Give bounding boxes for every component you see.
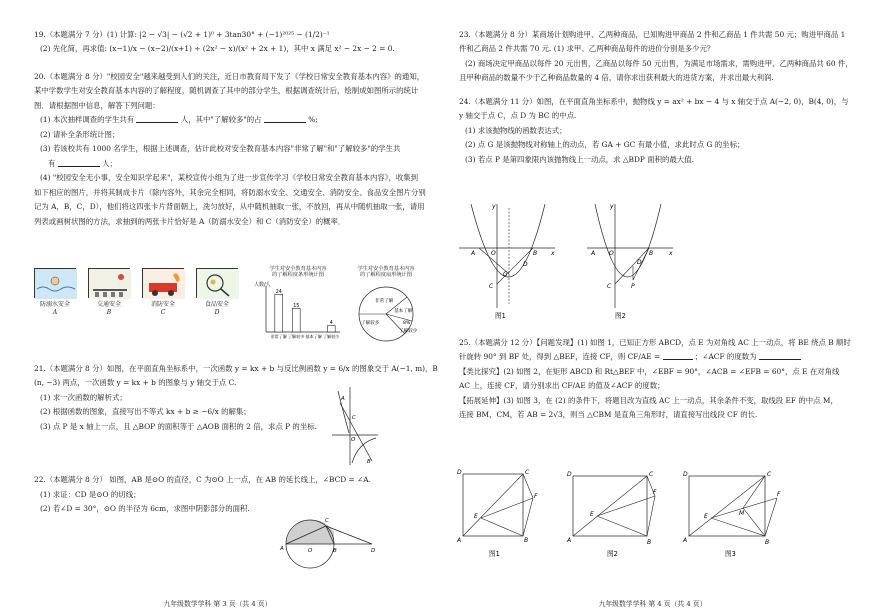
q25-intro-2-text: 针旋转 90° 到 BF 处，得到 △BEF，连接 CF，则 CF/AE = bbox=[459, 352, 661, 362]
svg-text:A: A bbox=[280, 546, 284, 552]
card-traffic-image bbox=[88, 268, 130, 298]
right-column bbox=[459, 30, 859, 173]
svg-text:O: O bbox=[351, 437, 356, 443]
q21-sub3: (3) 点 P 是 x 轴上一点，且 △BOP 的面积等于 △AOB 面积的 2 倍，求点 P 的坐标. bbox=[40, 421, 317, 431]
q24-sub2: (2) 点 G 是该抛物线对称轴上的动点，若 GA + GC 有最小值，求此时点 G 的坐标； bbox=[465, 140, 745, 150]
svg-text:A: A bbox=[457, 537, 462, 544]
svg-text:x: x bbox=[669, 250, 673, 257]
q19-part2: (2) 先化简，再求值: (x−1)/x − (x−2)/(x+1) ÷ (2x² − x)/(x² + 2x + 1)，其中 x 满足 x² − 2x − 2 = 0. bbox=[40, 44, 395, 54]
pie-label-less: 了解较少 bbox=[399, 329, 418, 335]
question-20 bbox=[34, 72, 426, 226]
svg-text:A: A bbox=[341, 396, 345, 402]
q22-figure bbox=[280, 508, 380, 568]
swimmer-icon bbox=[35, 269, 77, 299]
svg-text:B: B bbox=[533, 250, 538, 257]
card-b-label bbox=[85, 301, 133, 316]
svg-text:D: D bbox=[523, 261, 528, 268]
q25-extend-2: 连接 BM，CM，若 AB = 2√3，则当 △CBM 是直角三角形时，请直接写出线段 CF 的长. bbox=[459, 410, 758, 420]
q23-intro-2: 件和乙商品 2 件共需 70 元. (1) 求甲、乙两种商品每件的进价分别是多少元？ bbox=[459, 44, 715, 54]
svg-text:A: A bbox=[471, 250, 476, 257]
svg-text:C: C bbox=[352, 415, 356, 421]
exam-page-4 bbox=[435, 0, 870, 615]
pie-label-more: 了解较多 bbox=[361, 321, 380, 327]
svg-text:B: B bbox=[367, 459, 371, 465]
svg-text:C: C bbox=[649, 471, 654, 478]
q25-figure-1 bbox=[457, 468, 537, 560]
answer-blank[interactable] bbox=[58, 160, 100, 167]
right-column-lower bbox=[459, 338, 859, 429]
q22-intro: 22.（本题满分 8 分） 如图，AB 是⊙O 的直径，C 为⊙O 上一点，在 AB 的延长线上，∠BCD = ∠A. bbox=[34, 475, 371, 485]
svg-text:x: x bbox=[551, 250, 555, 257]
q25-intro-2 bbox=[459, 352, 859, 361]
pie-pct-label: 8% bbox=[403, 321, 411, 327]
page-footer: 九年级数学学科 第 4 页（共 4 页） bbox=[598, 600, 707, 609]
q24-intro-1: 24.（本题满分 11 分）如图，在平面直角坐标系中，抛物线 y = ax² + bx − 4 与 x 轴交于点 A(−2, 0)，B(4, 0)，与 bbox=[459, 96, 849, 106]
pie-label-basic: 基本了解 bbox=[394, 309, 413, 315]
fire-truck-icon bbox=[143, 269, 185, 299]
card-d-label bbox=[193, 301, 241, 316]
svg-text:F: F bbox=[534, 493, 538, 500]
bar-3 bbox=[327, 326, 335, 332]
svg-text:D: D bbox=[371, 548, 376, 554]
card-c-letter: C bbox=[160, 308, 166, 316]
q20-sub4-2: 如下相应的图片，并将其制成卡片（除内容外，其余完全相同，将防溺水安全、交通安全、消防安全、食品安全图片分别 bbox=[34, 187, 426, 197]
q20-sub1 bbox=[34, 115, 426, 124]
svg-text:B: B bbox=[765, 539, 770, 546]
q19-part1: 19.（本题满分 7 分）(1) 计算: |2 − √3| − (√2 + 1)⁰ + 3tan30° + (−1)²⁰²⁵ − (1/2)⁻¹ bbox=[34, 30, 330, 39]
q21-figure bbox=[330, 385, 380, 467]
answer-blank[interactable] bbox=[663, 353, 693, 360]
magnifier-food-icon bbox=[197, 269, 239, 299]
q20-intro-3: 图．请根据图中信息，解答下列问题： bbox=[34, 100, 160, 110]
svg-text:A: A bbox=[567, 537, 572, 544]
bar-ylabel: 人数/人 bbox=[254, 282, 271, 289]
card-b-name: 交通安全 bbox=[96, 301, 121, 308]
svg-text:M: M bbox=[739, 510, 745, 517]
q22-sub2: (2) 若∠D = 30°，⊙O 的半径为 6cm，求图中阴影部分的面积. bbox=[40, 504, 250, 514]
pie-chart-title bbox=[345, 266, 427, 278]
safety-cards bbox=[34, 268, 244, 328]
card-a-name: 防溺水安全 bbox=[39, 301, 70, 308]
q21-sub1: (1) 求一次函数的解析式； bbox=[40, 392, 127, 402]
q25-figure-2 bbox=[567, 468, 659, 560]
q22-sub1: (1) 求证：CD 是⊙O 的切线； bbox=[40, 489, 141, 499]
hyperbola-branch bbox=[352, 438, 376, 463]
bar-category-label: 基本了解 bbox=[305, 334, 323, 340]
q25-analog-2: AC 上，连接 CF，请分别求出 CF/AE 的值及∠ACF 的度数； bbox=[459, 381, 665, 391]
q24-figure-1 bbox=[457, 200, 557, 320]
svg-text:O: O bbox=[308, 548, 313, 554]
card-d-name: 食品安全 bbox=[204, 301, 229, 308]
svg-text:D: D bbox=[683, 471, 688, 478]
card-a-letter: A bbox=[52, 308, 58, 316]
svg-text:B: B bbox=[333, 548, 337, 554]
svg-text:B: B bbox=[524, 537, 529, 544]
parabola bbox=[471, 204, 545, 277]
q25-intro-1: 25.（本题满分 12 分）【问题发现】(1) 如图 1，已知正方形 ABCD，点 E 为对角线 AC 上一动点，将 BE 绕点 B 顺时 bbox=[459, 338, 851, 347]
svg-text:B: B bbox=[649, 250, 654, 257]
card-fire-image bbox=[142, 268, 184, 298]
svg-text:y: y bbox=[610, 203, 614, 210]
bar-0 bbox=[275, 295, 283, 333]
q20-sub4-4: 列表或画树状图的方法，求抽到的两张卡片恰好是 A（防溺水安全）和 C（消防安全）的概率． bbox=[34, 216, 346, 226]
answer-blank[interactable] bbox=[136, 116, 178, 123]
card-a-label bbox=[31, 301, 79, 316]
line-graph bbox=[340, 403, 372, 461]
pie-chart-svg bbox=[345, 278, 427, 346]
bar-title-line-1: 学生对安全教育基本内容 bbox=[269, 266, 327, 272]
q25-analog-1: 【类比探究】(2) 如图 2，在矩形 ABCD 和 Rt△BEF 中，∠EBF = 90°，∠ACB = ∠EFB = 60°，点 E 在对角线 bbox=[459, 366, 840, 376]
svg-text:D: D bbox=[637, 259, 642, 266]
answer-blank[interactable] bbox=[264, 116, 306, 123]
svg-text:E: E bbox=[704, 513, 708, 520]
q20-sub1-text-c: %; bbox=[308, 115, 318, 125]
pie-title-line-1: 学生对安全教育基本内容 bbox=[357, 266, 415, 272]
q20-intro-2: 某中学数学生对安全教育基本内容的了解程度，随机调查了其中的部分学生，根据调查统计后，绘制成如图所示的统计 bbox=[34, 86, 419, 96]
svg-text:D: D bbox=[567, 471, 572, 478]
bar-category-label: 了解较多 bbox=[287, 334, 305, 340]
bar-category-label: 非常了解 bbox=[270, 334, 288, 340]
svg-text:E: E bbox=[590, 511, 594, 518]
bar-chart-svg bbox=[252, 278, 344, 346]
fig1-caption: 图1 bbox=[495, 312, 506, 320]
svg-text:F: F bbox=[777, 491, 781, 498]
q24-sub3: (3) 若点 P 是第四象限内该抛物线上一动点，求 △BDP 面积的最大值. bbox=[465, 154, 694, 164]
card-food-image bbox=[196, 268, 238, 298]
q25-fig2-caption: 图2 bbox=[607, 550, 618, 558]
bar-value-label: 4 bbox=[329, 321, 333, 327]
bar-value-label: 24 bbox=[275, 290, 282, 296]
q21-sub2: (2) 根据函数的图象，直接写出不等式 kx + b ≥ −6/x 的解集； bbox=[40, 407, 251, 417]
q20-sub4-1: (4) "校园安全无小事，安全知识学起来"，某校宣传小组为了进一步宣传学习《学校日常安全教育基本内容》，收集到 bbox=[40, 173, 419, 183]
fig2-caption: 图2 bbox=[615, 312, 626, 320]
q20-sub1-text-a: (1) 本次抽样调查的学生共有 bbox=[40, 115, 135, 125]
question-19 bbox=[34, 30, 426, 54]
q20-sub3: (3) 若该校共有 1000 名学生，根据上述调查，估计此校对安全教育基本内容"非常了解"和"了解较多"的学生共 bbox=[40, 144, 401, 154]
question-23 bbox=[459, 30, 859, 83]
q24-sub1: (1) 求该抛物线的函数表达式； bbox=[465, 125, 567, 135]
q20-intro-1: 20.（本题满分 8 分）"校园安全"越来越受到人们的关注，近日市教育局下发了《学校日常安全教育基本内容》的通知， bbox=[34, 71, 425, 81]
svg-text:A: A bbox=[683, 537, 688, 544]
svg-text:E: E bbox=[474, 513, 478, 520]
q23-sub2-1: (2) 商场决定甲商品以每件 20 元出售，乙商品以每件 50 元出售，为满足市场需求，需购进甲、乙两种商品共 60 件， bbox=[465, 58, 853, 68]
page-footer: 九年级数学学科 第 3 页（共 4 页） bbox=[163, 600, 272, 609]
left-column bbox=[34, 30, 426, 235]
pie-label-very: 非常了解 bbox=[375, 299, 394, 305]
card-c-name: 消防安全 bbox=[150, 301, 175, 308]
q20-sub1-text-b: 人，其中"了解较多"的占 bbox=[180, 115, 262, 125]
q25-fig1-caption: 图1 bbox=[489, 550, 500, 558]
pie-title-line-2: 的了解程度扇形统计图 bbox=[360, 272, 412, 279]
pie-chart bbox=[345, 266, 427, 348]
card-drowning-image bbox=[34, 268, 76, 298]
svg-text:y: y bbox=[492, 203, 496, 210]
svg-text:F: F bbox=[653, 489, 657, 496]
svg-text:D: D bbox=[457, 469, 462, 476]
svg-text:G: G bbox=[503, 271, 508, 278]
q20-sub2: (2) 请补全条形统计图； bbox=[40, 129, 120, 139]
q20-sub3-cont bbox=[34, 159, 426, 168]
card-d-letter: D bbox=[214, 308, 220, 316]
q21-intro-2: (n, −3) 两点，一次函数 y = kx + b 的图象与 y 轴交于点 C. bbox=[34, 378, 237, 388]
question-24 bbox=[459, 97, 859, 164]
bar-chart-title bbox=[252, 266, 344, 278]
q25-figure-3 bbox=[683, 468, 783, 560]
q20-sub4-3: 记为 A，B，C，D），他们将这四张卡片背面朝上，洗匀放好，从中随机抽取一张，不放回，再从中随机抽取一张，请用 bbox=[34, 202, 425, 212]
svg-text:C: C bbox=[525, 469, 530, 476]
svg-text:C: C bbox=[489, 283, 494, 290]
bar-1 bbox=[292, 309, 300, 333]
svg-text:B: B bbox=[647, 539, 652, 546]
q24-intro-2: y 轴交于点 C，点 D 为 BC 的中点. bbox=[459, 111, 577, 121]
svg-text:C: C bbox=[325, 518, 329, 524]
bar-value-label: 15 bbox=[293, 304, 300, 310]
q25-intro-2-text-b: ；∠ACF 的度数为 bbox=[694, 352, 757, 362]
bar-category-label: 了解较少 bbox=[322, 334, 340, 340]
q24-figure-2 bbox=[585, 200, 675, 320]
svg-text:A: A bbox=[591, 250, 596, 257]
q23-sub2-2: 且甲种商品的数量不少于乙种商品数量的 4 倍，请你求出获利最大的进货方案，并求出最大利润. bbox=[459, 73, 774, 83]
svg-text:C: C bbox=[767, 471, 772, 478]
bar-chart bbox=[252, 266, 344, 348]
card-c-label bbox=[139, 301, 187, 316]
q21-intro-1: 21.（本题满分 8 分）如图，在平面直角坐标系中，一次函数 y = kx + b 与反比例函数 y = 6/x 的图象交于 A(−1, m)，B bbox=[34, 364, 438, 373]
svg-text:O: O bbox=[609, 250, 614, 257]
q20-sub3-text-c: 人； bbox=[102, 158, 117, 168]
svg-text:C: C bbox=[607, 283, 612, 290]
q25-extend-1: 【拓展延伸】(3) 如图 3，在 (2) 的条件下，将题目改为直线 AC 上一动点，其余条件不变，取线段 EF 的中点 M， bbox=[459, 395, 838, 405]
q20-sub3-text-b: 有 bbox=[48, 158, 56, 168]
answer-blank[interactable] bbox=[759, 353, 801, 360]
svg-text:P: P bbox=[631, 283, 635, 290]
q25-fig3-caption: 图3 bbox=[725, 550, 736, 558]
question-25 bbox=[459, 338, 859, 420]
card-b-letter: B bbox=[106, 308, 112, 316]
crosswalk-icon bbox=[89, 269, 131, 299]
bar-title-line-2: 的了解程度条形统计图 bbox=[272, 272, 324, 279]
svg-text:O: O bbox=[491, 250, 496, 257]
q23-intro-1: 23.（本题满分 8 分）某商场计划购进甲、乙两种商品，已知购进甲商品 2 件和乙商品 1 件共需 50 元；购进甲商品 1 bbox=[459, 30, 846, 39]
